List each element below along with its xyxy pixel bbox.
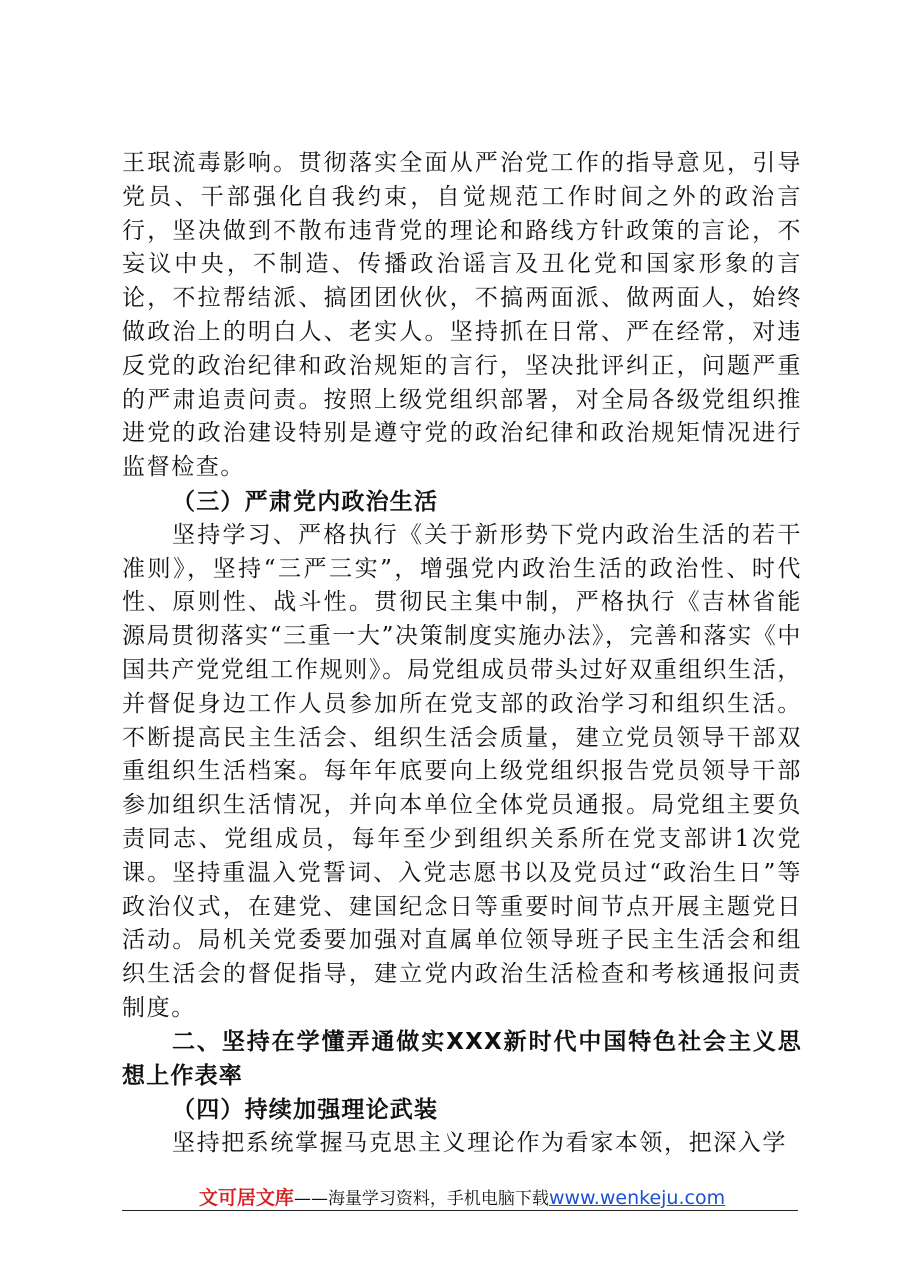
- footer-link[interactable]: www.wenkeju.com: [548, 1187, 726, 1209]
- document-body: [122, 147, 802, 1161]
- footer-divider: [122, 1210, 798, 1211]
- paragraph-theory: 坚持把系统掌握马克思主义理论作为看家本领，把深入学: [172, 1130, 787, 1157]
- footer-brand: 文可居文库: [198, 1187, 294, 1209]
- footer-tagline: ——海量学习资料，手机电脑下载: [293, 1189, 549, 1209]
- footer-watermark: [122, 1183, 802, 1210]
- chapter-heading-2: 二、坚持在学懂弄通做实XXX新时代中国特色社会主义思想上作表率: [122, 1028, 802, 1089]
- paragraph-political-life: 坚持学习、严格执行《关于新形势下党内政治生活的若干准则》，坚持“三严三实”，增强党内政治生活的政治性、时代性、原则性、战斗性。贯彻民主集中制，严格执行《吉林省能源局贯彻落实“三重一大”决策制度实施办法》，完善和落实《中国共产党党组工作规则》。局党组成员带头过好双重组织生活，并督促身边工作人员参加所在党支部的政治学习和组织生活。不断提高民主生活会、组织生活会质量，建立党员领导干部双重组织生活档案。每年年底要向上级党组织报告党员领导干部参加组织生活情况，并向本单位全体党员通报。局党组主要负责同志、党组成员，每年至少到组织关系所在党支部讲1次党课。坚持重温入党誓词、入党志愿书以及党员过“政治生日”等政治仪式，在建党、建国纪念日等重要时间节点开展主题党日活动。局机关党委要加强对直属单位领导班子民主生活会和组织生活会的督促指导，建立党内政治生活检查和考核通报问责制度。: [122, 521, 802, 1021]
- section-heading-4: （四）持续加强理论武装: [172, 1096, 439, 1124]
- section-heading-3: （三）严肃党内政治生活: [172, 487, 439, 515]
- paragraph-continuation: 王珉流毒影响。贯彻落实全面从严治党工作的指导意见，引导党员、干部强化自我约束，自觉规范工作时间之外的政治言行，坚决做到不散布违背党的理论和路线方针政策的言论，不妄议中央，不制造、传播政治谣言及丑化党和国家形象的言论，不拉帮结派、搞团团伙伙，不搞两面派、做两面人，始终做政治上的明白人、老实人。坚持抓在日常、严在经常，对违反党的政治纪律和政治规矩的言行，坚决批评纠正，问题严重的严肃追责问责。按照上级党组织部署，对全局各级党组织推进党的政治建设特别是遵守党的政治纪律和政治规矩情况进行监督检查。: [122, 150, 802, 481]
